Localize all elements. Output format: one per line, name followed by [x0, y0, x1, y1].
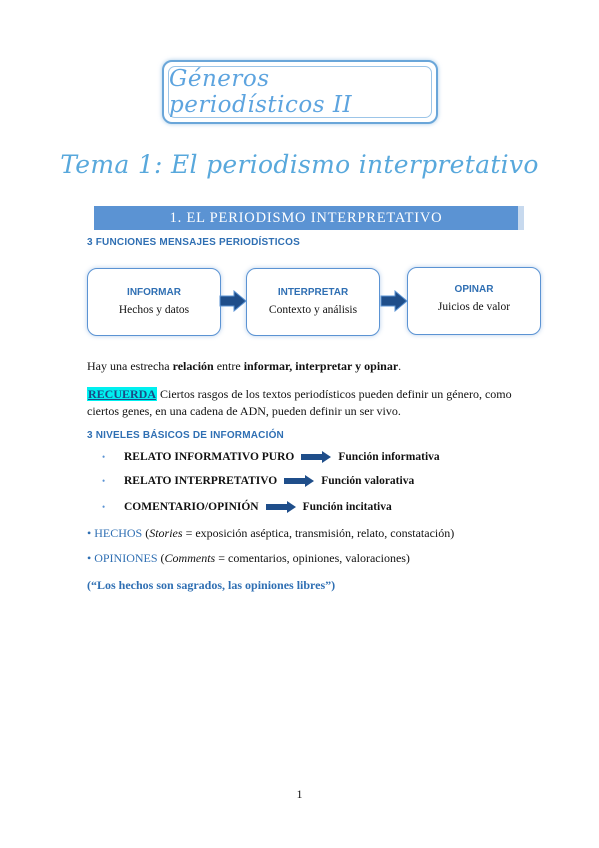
level-name: COMENTARIO/OPINIÓN — [124, 501, 259, 513]
relation-text: Hay una estrecha — [87, 359, 173, 373]
function-description: Hechos y datos — [118, 304, 190, 316]
recuerda-text: Ciertos rasgos de los textos periodísticos pueden definir un género, como ciertos genes, en una cadena de ADN, pueden definir un ser vivo. — [87, 387, 512, 418]
arrow-right-icon — [265, 501, 297, 513]
document-title-box — [162, 60, 438, 124]
level-function: Función valorativa — [321, 475, 415, 487]
quote: (“Los hechos son sagrados, las opiniones libres”) — [87, 578, 336, 592]
hechos-text: ( — [142, 526, 150, 540]
opiniones-text: ( — [157, 551, 165, 565]
relation-emphasis: relación — [172, 359, 214, 373]
level-function: Función informativa — [338, 451, 440, 463]
relation-text: . — [398, 359, 402, 373]
function-box-informar — [87, 268, 221, 336]
level-function: Función incitativa — [302, 501, 392, 513]
arrow-right-icon — [300, 451, 332, 463]
level-list-item — [102, 499, 392, 515]
page-number: 1 — [296, 787, 303, 801]
hechos-label: HECHOS — [94, 526, 143, 540]
document-title: Géneros periodísticos II — [169, 66, 353, 118]
opiniones-text: = comentarios, opiniones, valoraciones) — [215, 551, 410, 565]
document-title-inner-frame — [168, 66, 432, 118]
arrow-right-icon — [218, 290, 248, 312]
function-description: Juicios de valor — [437, 301, 511, 313]
function-description: Contexto y análisis — [268, 304, 358, 316]
function-title: INFORMAR — [127, 287, 181, 298]
hechos-text: = exposición aséptica, transmisión, relato, constatación) — [182, 526, 455, 540]
bullet-icon: • — [102, 476, 106, 486]
relation-text: entre — [213, 359, 244, 373]
function-title: INTERPRETAR — [277, 287, 349, 298]
arrow-right-icon — [379, 290, 409, 312]
bullet-icon: • — [87, 551, 95, 565]
bullet-icon: • — [102, 502, 106, 512]
recuerda-highlight-label: RECUERDA — [88, 387, 157, 401]
bullet-icon: • — [87, 526, 95, 540]
section-header: 1. EL PERIODISMO INTERPRETATIVO — [94, 206, 524, 230]
relation-emphasis: informar, interpretar y opinar — [243, 359, 399, 373]
function-title: OPINAR — [454, 284, 494, 295]
level-name: RELATO INFORMATIVO PURO — [124, 451, 295, 463]
recuerda-paragraph — [87, 386, 527, 420]
relation-paragraph — [87, 358, 401, 375]
level-list-item — [102, 449, 440, 465]
topic-title: Tema 1: El periodismo interpretativo — [60, 150, 539, 179]
function-box-opinar — [407, 267, 541, 335]
opiniones-label: OPINIONES — [94, 551, 158, 565]
bullet-icon: • — [102, 452, 106, 462]
opiniones-definition — [87, 551, 410, 566]
arrow-right-icon — [283, 475, 315, 487]
level-list-item — [102, 473, 414, 489]
opiniones-term: Comments — [164, 551, 216, 565]
hechos-term: Stories — [149, 526, 183, 540]
levels-heading: 3 NIVELES BÁSICOS DE INFORMACIÓN — [87, 430, 284, 441]
function-box-interpretar — [246, 268, 380, 336]
level-name: RELATO INTERPRETATIVO — [124, 475, 278, 487]
functions-heading: 3 FUNCIONES MENSAJES PERIODÍSTICOS — [87, 237, 300, 248]
hechos-definition — [87, 526, 454, 541]
